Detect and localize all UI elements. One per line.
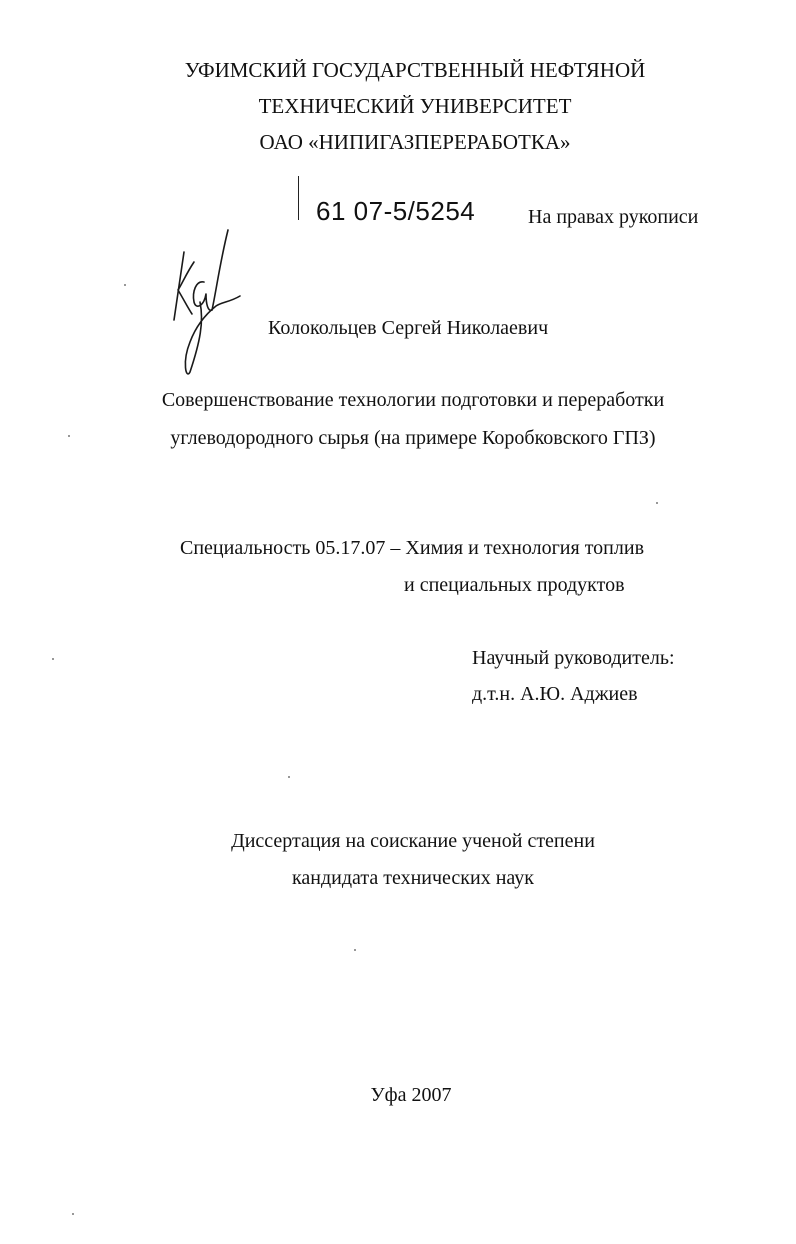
supervisor-name: д.т.н. А.Ю. Аджиев bbox=[472, 683, 638, 705]
scan-speck bbox=[656, 502, 658, 504]
scan-speck bbox=[72, 1213, 74, 1215]
rights-note: На правах рукописи bbox=[528, 206, 699, 228]
degree-line2: кандидата технических наук bbox=[291, 867, 535, 889]
university-name-line1: УФИМСКИЙ ГОСУДАРСТВЕННЫЙ НЕФТЯНОЙ bbox=[184, 58, 646, 82]
supervisor-label: Научный руководитель: bbox=[472, 647, 675, 669]
scan-speck bbox=[68, 435, 70, 437]
scan-speck bbox=[354, 949, 356, 951]
scan-speck bbox=[124, 284, 126, 286]
scan-speck bbox=[52, 658, 54, 660]
organization-name: ОАО «НИПИГАЗПЕРЕРАБОТКА» bbox=[259, 130, 571, 154]
archive-stamp-number: 61 07-5/5254 bbox=[316, 196, 476, 226]
thesis-title-line2: углеводородного сырья (на примере Коробковского ГПЗ) bbox=[170, 427, 656, 449]
degree-line1: Диссертация на соискание ученой степени bbox=[231, 830, 595, 852]
stamp-margin-line bbox=[298, 176, 299, 220]
author-name: Колокольцев Сергей Николаевич bbox=[268, 317, 549, 339]
specialty-line2: и специальных продуктов bbox=[404, 574, 625, 596]
handwritten-signature bbox=[160, 222, 240, 382]
university-name-line2: ТЕХНИЧЕСКИЙ УНИВЕРСИТЕТ bbox=[258, 94, 572, 118]
city-year: Уфа 2007 bbox=[370, 1084, 452, 1106]
thesis-title-line1: Совершенствование технологии подготовки и переработки bbox=[161, 389, 665, 411]
scan-speck bbox=[288, 776, 290, 778]
specialty-line1: Специальность 05.17.07 – Химия и технология топлив bbox=[180, 537, 645, 559]
